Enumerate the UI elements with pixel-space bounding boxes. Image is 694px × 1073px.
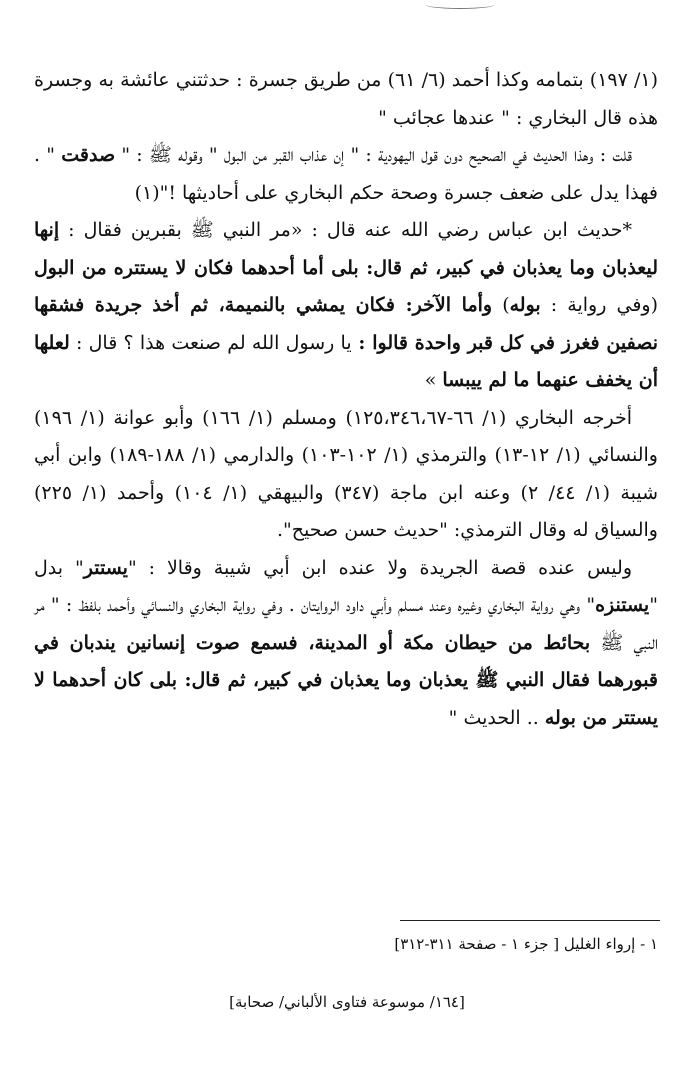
text: وصحة حكم البخاري على أحاديثها !"(١) [134, 181, 439, 204]
bold-text: لعلها أن يخفف عنهما ما لم ييبسا [34, 331, 658, 391]
bold-text: يعذبان في كبير، ثم قال: بلى كان أحدهما لا يستتر من بوله [34, 669, 658, 729]
text: "حديث حسن صحيح". [277, 519, 448, 541]
text: " وهي رواية البخاري وغيره وعند مسلم وأبي داود الروايتان . وفي [261, 594, 596, 616]
text: القبر من البول " وقوله ﷺ : " [115, 144, 294, 166]
text: (وفي رواية : [540, 294, 659, 316]
text: يا رسول الله لم صنعت [171, 331, 352, 354]
bold-text: بوله [509, 294, 541, 316]
bold-text: يستنزه [595, 594, 650, 616]
text: » [424, 369, 443, 391]
text: عوانة (١/ ١٩٦) والنسائي (١/ ١٢-١٣) والترمذي (١/ ١٠٢-١٠٣) [34, 406, 658, 466]
paragraph [34, 550, 658, 738]
footnote: ١ - إرواء الغليل [ جزء ١ - صفحة ٣١١-٣١٢] [394, 935, 658, 953]
paragraph [34, 400, 658, 550]
text: رواية البخاري والنسائي وأحمد بلفظ : " مر النبي ﷺ [34, 594, 658, 654]
paragraph [34, 212, 658, 400]
bold-text: صدقت [61, 144, 116, 166]
text: .. الحديث " [448, 706, 545, 729]
page-footer: [١٦٤/ موسوعة فتاوى الألباني/ صحابة] [229, 993, 465, 1011]
bold-text: وأما الآخر: فكان يمشي بالنميمة، ثم أخذ [152, 294, 493, 316]
top-decorative-rule [425, 0, 495, 9]
bold-text: إنها ليعذبان وما يعذبان في كبير، ثم قال: بلى أما أحدهما فكان لا يستتره [34, 219, 658, 279]
paragraph [34, 137, 658, 212]
bold-text: يستتر [83, 556, 128, 579]
text: ) [492, 294, 510, 316]
page-body [34, 62, 658, 737]
text: (١/ ١٩٧) بتمامه وكذا أحمد (٦/ ٦١) من طريق جسرة : حدثتني عائشة [120, 69, 658, 91]
bold-text: من البول [34, 256, 107, 279]
bold-text: بحائط من حيطان مكة [403, 631, 591, 654]
text: أخرجه البخاري (١/ ٦٦-١٢٥،٣٤٦،٦٧) ومسلم (١/ ١٦٦) وأبو [163, 406, 632, 429]
text: " [649, 594, 658, 616]
text: هذا ؟ قال : [69, 331, 166, 354]
text: " بدل [34, 556, 84, 579]
text: (٣٤٧) والبيهقي (١/ ١٠٤) وأحمد (١/ ٢٢٥) والسياق له وقال الترمذي: [34, 481, 658, 541]
bold-text: جريدة فشقها نصفين فغرز في كل قبر واحدة قالوا : [34, 294, 658, 354]
text: " . فهذا يدل على ضعف جسرة [34, 144, 658, 204]
paragraph [34, 62, 658, 137]
text: وليس عنده قصة الجريدة ولا عنده ابن أبي شيبة وقالا : " [127, 556, 632, 579]
text: والدارمي (١/ ١٨٨-١٨٩) وابن أبي شيبة (١/ ٤٤/ ٢) وعنه ابن ماجة [34, 444, 658, 504]
text: به وجسرة هذه قال البخاري : " عندها عجائب " [34, 69, 658, 129]
text: قلت : وهذا الحديث في الصحيح دون قول اليهودية : " إن عذاب [299, 144, 632, 166]
text: *حديث ابن عباس رضي الله عنه قال : «مر النبي ﷺ بقبرين فقال : [68, 219, 632, 241]
footnote-separator [400, 920, 660, 921]
bold-text: أو المدينة، فسمع صوت إنسانين يندبان في قبورهما فقال النبي ﷺ يعذبان وما [34, 631, 659, 691]
